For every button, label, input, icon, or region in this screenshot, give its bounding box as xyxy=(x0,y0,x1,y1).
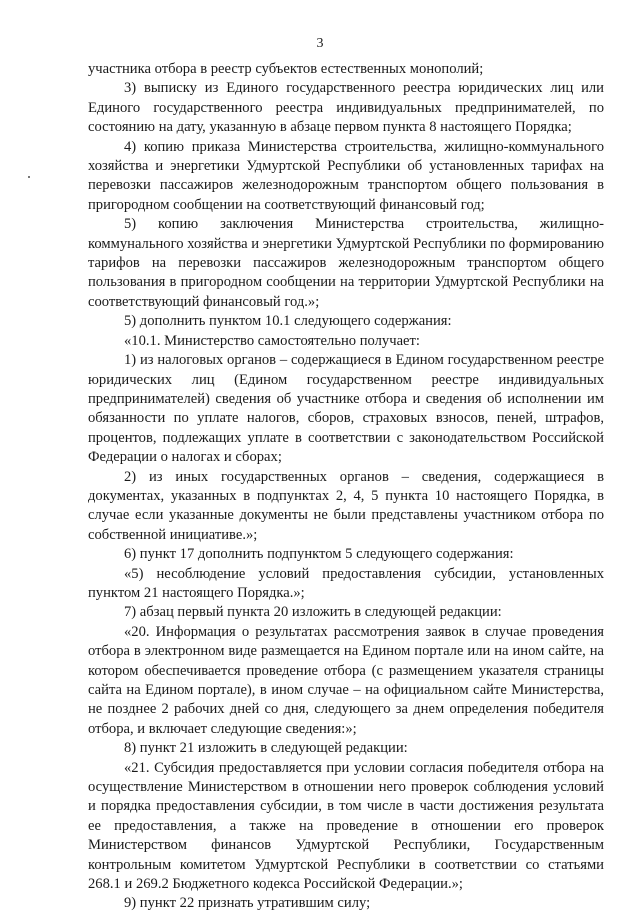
paragraph-11: 7) абзац первый пункта 20 изложить в следующей редакции: xyxy=(124,604,502,621)
paragraph-6: «10.1. Министерство самостоятельно получает: xyxy=(124,332,420,349)
page-number: 3 xyxy=(316,36,324,51)
paragraph-3: 4) копию приказа Министерства строительства, жилищно-коммунального хозяйства и энергетики Удмуртской Республики об установленных тарифах на перевозки пассажиров железнодорожным транспортом общего пользования в пригородном сообщении на соответствующий финансовый год; xyxy=(88,138,604,213)
paragraph-10: «5) несоблюдение условий предоставления субсидии, установленных пунктом 21 настоящего Порядка.»; xyxy=(88,565,604,601)
margin-mark xyxy=(28,176,30,178)
paragraph-2: 3) выписку из Единого государственного реестра юридических лиц или Единого государственного реестра индивидуальных предпринимателей, по состоянию на дату, указанную в абзаце первом пункта 8 настоящего Порядка; xyxy=(88,80,604,136)
paragraph-9: 6) пункт 17 дополнить подпунктом 5 следующего содержания: xyxy=(124,546,514,563)
paragraph-13: 8) пункт 21 изложить в следующей редакции: xyxy=(124,740,408,757)
paragraph-5: 5) дополнить пунктом 10.1 следующего содержания: xyxy=(124,313,452,330)
document-body xyxy=(88,60,604,914)
paragraph-15: 9) пункт 22 признать утратившим силу; xyxy=(124,895,371,912)
paragraph-8: 2) из иных государственных органов – сведения, содержащиеся в документах, указанных в подпунктах 2, 4, 5 пункта 10 настоящего Порядка, в случае если указанные документы не были представлены участником отбора по собственной инициативе.»; xyxy=(88,468,604,543)
paragraph-4: 5) копию заключения Министерства строительства, жилищно-коммунального хозяйства и энергетики Удмуртской Республики по формированию тарифов на перевозки пассажиров железнодорожным транспортом общего пользования в пригородном сообщении на территории Удмуртской Республики на соответствующий финансовый год.»; xyxy=(88,216,604,310)
paragraph-7: 1) из налоговых органов – содержащиеся в Едином государственном реестре юридических лиц (Едином государственном реестре индивидуальных предпринимателей) сведения об участнике отбора и сведения об исполнении им обязанности по уплате налогов, сборов, страховых взносов, пеней, штрафов, процентов, подлежащих уплате в соответствии с законодательством Российской Федерации о налогах и сборах; xyxy=(88,352,604,466)
paragraph-1: участника отбора в реестр субъектов естественных монополий; xyxy=(88,61,484,77)
paragraph-12: «20. Информация о результатах рассмотрения заявок в случае проведения отбора в электронном виде размещается на Едином портале или на ином сайте, на котором обеспечивается проведение отбора (с размещением указателя страницы сайта на Едином портале), в ином случае – на официальном сайте Министерства, не позднее 2 рабочих дней со дня, следующего за днем определения победителя отбора, и включает следующие сведения:»; xyxy=(88,623,604,737)
paragraph-14: «21. Субсидия предоставляется при условии согласия победителя отбора на осуществление Министерством в отношении него проверок соблюдения условий и порядка предоставления субсидии, в том числе в части достижения результата ее предоставления, а также на проведение в отношении его проверок Министерством финансов Удмуртской Республики, Государственным контрольным комитетом Удмуртской Республики в соответствии со статьями 268.1 и 269.2 Бюджетного кодекса Российской Федерации.»; xyxy=(88,759,604,893)
